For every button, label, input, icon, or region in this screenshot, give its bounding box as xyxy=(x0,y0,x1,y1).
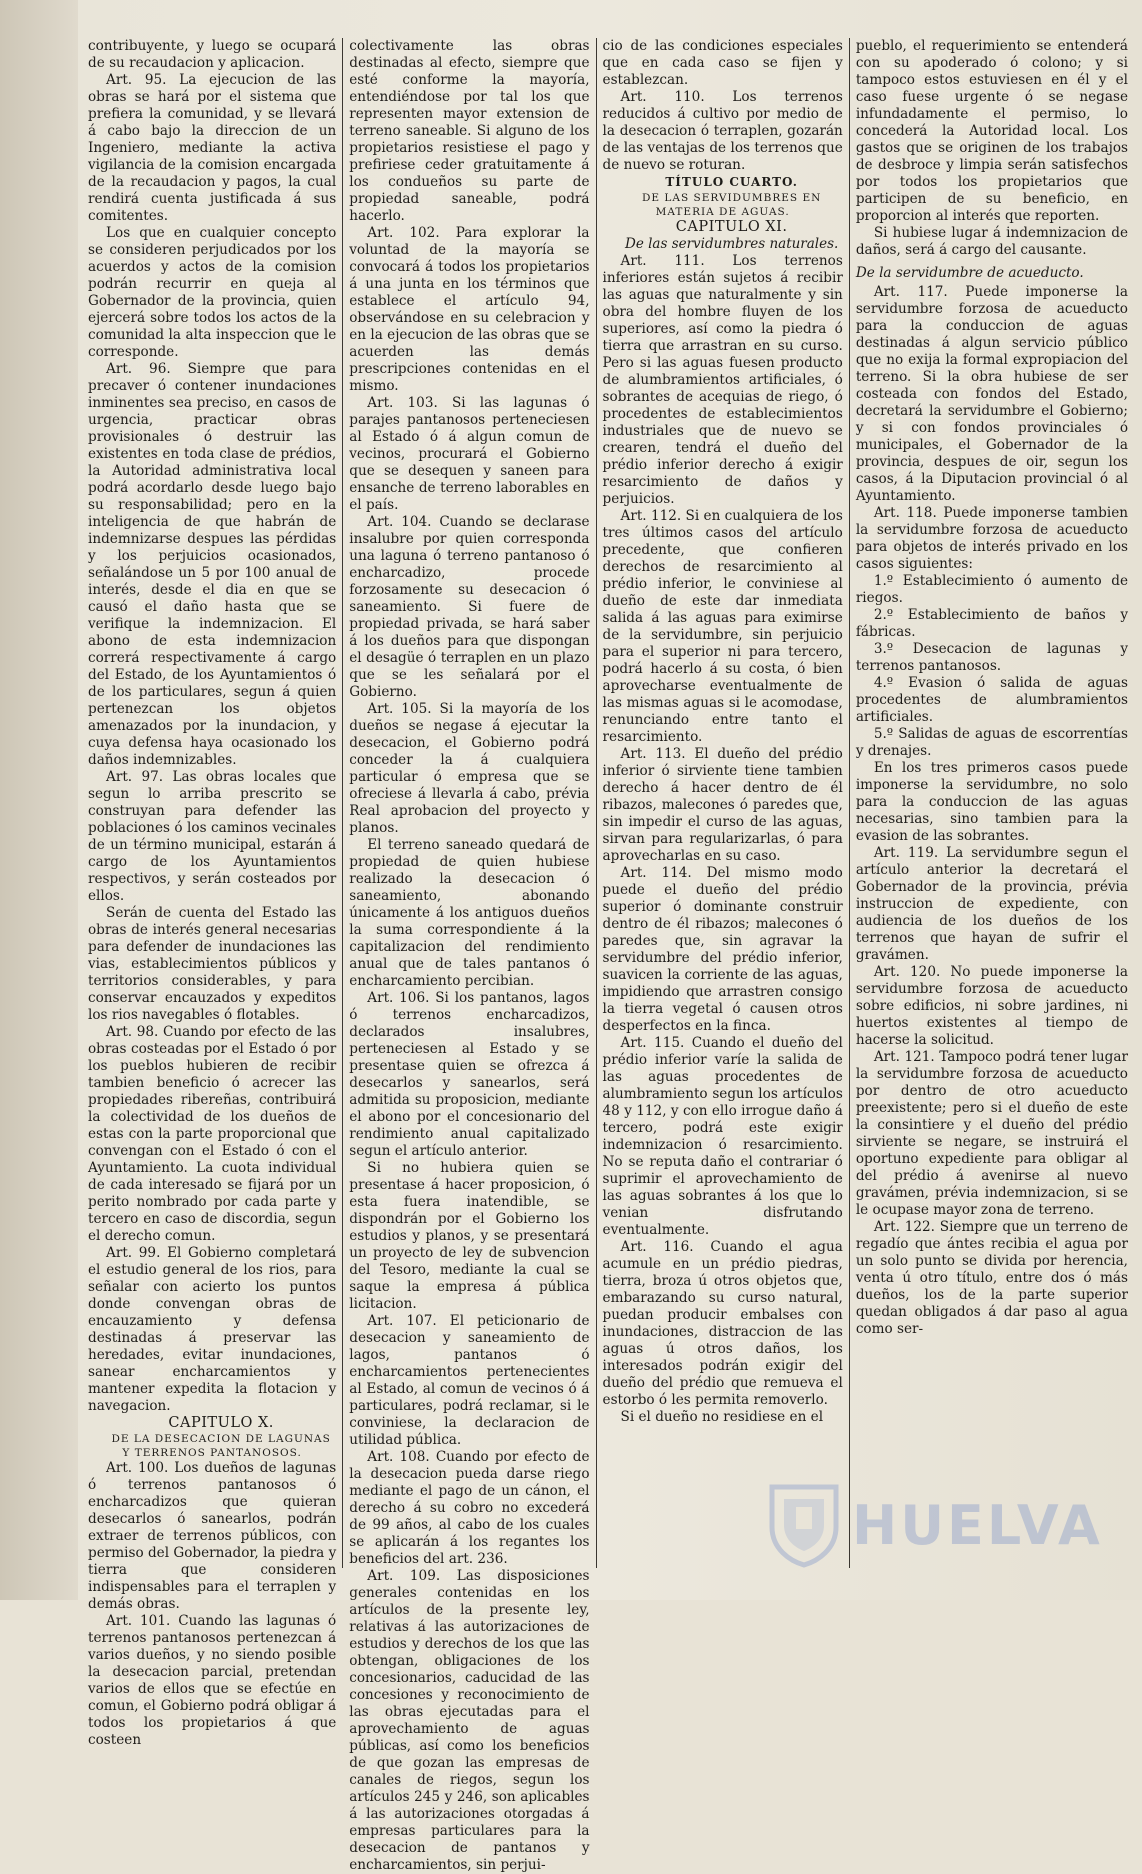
article-paragraph: 2.º Establecimiento de baños y fábricas. xyxy=(855,607,1128,640)
column-4 xyxy=(850,38,1134,1598)
text-columns xyxy=(82,38,1134,1873)
article-paragraph: Art. 97. Las obras locales que segun lo arriba prescrito se construyan para defender las poblaciones ó los caminos vecinales de un término municipal, estarán á cargo de los Ayuntamientos respectivos, y serán costeados por ellos. xyxy=(88,769,337,904)
article-paragraph: 3.º Desecacion de lagunas y terrenos pantanosos. xyxy=(855,641,1128,674)
page-margin xyxy=(0,0,78,1600)
column-3 xyxy=(597,38,849,1598)
article-paragraph: 4.º Evasion ó salida de aguas procedentes de alumbramientos artificiales. xyxy=(855,675,1128,725)
section-heading: CAPITULO X. xyxy=(168,1415,274,1431)
section-heading: DE LA DESECACION DE LAGUNAS Y TERRENOS PANTANOSOS. xyxy=(111,1433,331,1459)
article-paragraph: Art. 122. Siempre que un terreno de regadío que ántes recibia el agua por un solo punto se divida por herencia, venta ú otro título, entre dos ó más dueños, los de la parte superior quedan obligados á dar paso al agua como ser- xyxy=(855,1219,1128,1337)
article-paragraph: En los tres primeros casos puede imponerse la servidumbre, no solo para la conduccion de las aguas necesarias, sino tambien para la evasion de las sobrantes. xyxy=(855,760,1128,844)
article-paragraph: Art. 113. El dueño del prédio inferior ó sirviente tiene tambien derecho á hacer dentro de él ribazos, malecones ó paredes que, sin impedir el curso de las aguas, sirvan para regularizarlas, ó para aprovecharlas en su caso. xyxy=(602,746,843,864)
coat-of-arms-icon xyxy=(766,1483,842,1567)
article-paragraph: Si no hubiera quien se presentase á hacer proposicion, ó esta fuera inatendible, se dispondrán por el Gobierno los estudios y planos, y se presentará un proyecto de ley de subvencion del Tesoro, mediante la cual se saque la empresa á pública licitacion. xyxy=(349,1160,590,1312)
article-paragraph: pueblo, el requerimiento se entenderá con su apoderado ó colono; y si tampoco estos estuviesen en él y el caso fuese urgente ó se negase infundadamente el permiso, lo concederá la Autoridad local. Los gastos que se originen de los trabajos de desbroce y limpia serán satisfechos por todos los propietarios que participen de su beneficio, en proporcion al interés que reporten. xyxy=(855,38,1128,224)
article-paragraph: Art. 109. Las disposiciones generales contenidas en los artículos de la presente ley, relativas á las autorizaciones de estudios y derechos de los que las obtengan, obligaciones de los concesionarios, caducidad de las concesiones y reconocimiento de las obras ejecutadas para el aprovechamiento de aguas públicas, así como los beneficios de que gozan las empresas de canales de riegos, segun los artículos 245 y 246, son aplicables á las autorizaciones otorgadas á empresas particulares para la desecacion de pantanos y encharcamientos, sin perjui- xyxy=(349,1568,590,1873)
column-2 xyxy=(343,38,595,1873)
article-paragraph: contribuyente, y luego se ocupará de su recaudacion y aplicacion. xyxy=(88,38,337,71)
article-paragraph: Art. 95. La ejecucion de las obras se hará por el sistema que prefiera la comunidad, y se llevará á cabo bajo la direccion de un Ingeniero, mediante la activa vigilancia de la comision encargada de la recaudacion y pagos, la cual rendirá cuenta justificada á sus comitentes. xyxy=(88,72,337,224)
section-heading: DE LAS SERVIDUMBRES EN MATERIA DE AGUAS. xyxy=(642,192,822,218)
section-heading: CAPITULO XI. xyxy=(675,219,788,235)
article-paragraph: Art. 112. Si en cualquiera de los tres últimos casos del artículo precedente, que confieren derechos de resarcimiento al prédio inferior, le conviniese al dueño de este dar inmediata salida á las aguas para eximirse de la servidumbre, sin perjuicio para el superior ni para tercero, podrá hacerlo á su costa, ó bien aprovecharse eventualmente de las mismas aguas si le acomodase, renunciando entre tanto el resarcimiento. xyxy=(602,508,843,745)
article-paragraph: Art. 96. Siempre que para precaver ó contener inundaciones inminentes sea preciso, en casos de urgencia, practicar obras provisionales ó destruir las existentes en toda clase de prédios, la Autoridad administrativa local podrá acordarlo desde luego bajo su responsabilidad; pero en la inteligencia de que habrán de indemnizarse despues las pérdidas y los perjuicios ocasionados, señalándose un 5 por 100 anual de interés, desde el dia en que se causó el daño hasta que se verifique la indemnizacion. El abono de esta indemnizacion correrá respectivamente á cargo del Estado, de los Ayuntamientos ó de los particulares, segun á quien pertenezcan los objetos amenazados por la inundacion, y cuya defensa haya ocasionado los daños indemnizables. xyxy=(88,361,337,768)
article-paragraph: Art. 102. Para explorar la voluntad de la mayoría se convocará á todos los propietarios á una junta en los términos que establece el artículo 94, observándose en su celebracion y en la ejecucion de las obras que se acuerden las demás prescripciones contenidas en el mismo. xyxy=(349,225,590,394)
subsection-heading: De la servidumbre de acueducto. xyxy=(855,265,1084,281)
article-paragraph: Si el dueño no residiese en el xyxy=(620,1409,824,1425)
archive-watermark xyxy=(766,1480,1103,1570)
article-paragraph: Serán de cuenta del Estado las obras de interés general necesarias para defender de inundaciones las vias, establecimientos públicos y territorios considerables, y para conservar encauzados y expeditos los rios navegables ó flotables. xyxy=(88,905,337,1023)
article-paragraph: El terreno saneado quedará de propiedad de quien hubiese realizado la desecacion ó saneamiento, abonando únicamente á los antiguos dueños la suma correspondiente á la capitalizacion del rendimiento anual que de tales pantanos ó encharcamiento percibian. xyxy=(349,837,590,989)
article-paragraph: 5.º Salidas de aguas de escorrentías y drenajes. xyxy=(855,726,1128,759)
article-paragraph: Art. 99. El Gobierno completará el estudio general de los rios, para señalar con acierto los puntos donde convengan obras de encauzamiento y defensa destinadas á preservar las heredades, evitar inundaciones, sanear encharcamientos y mantener expedita la flotacion y navegacion. xyxy=(88,1245,337,1414)
article-paragraph: Art. 103. Si las lagunas ó parajes pantanosos perteneciesen al Estado ó á algun comun de vecinos, procurará el Gobierno que se desequen y saneen para ensanche de terreno laborables en el país. xyxy=(349,395,590,513)
article-paragraph: Art. 104. Cuando se declarase insalubre por quien corresponda una laguna ó terreno pantanoso ó encharcadizo, procede forzosamente su desecacion ó saneamiento. Si fuere de propiedad privada, se hará saber á los dueños para que dispongan el desagüe ó terraplen en un plazo que se les señalará por el Gobierno. xyxy=(349,514,590,700)
article-paragraph: Art. 106. Si los pantanos, lagos ó terrenos encharcadizos, declarados insalubres, perteneciesen al Estado y se presentase quien se ofrezca á desecarlos y sanearlos, será admitida su proposicion, mediante el abono por el concesionario del rendimiento anual capitalizado segun el artículo anterior. xyxy=(349,990,590,1159)
article-paragraph: Art. 118. Puede imponerse tambien la servidumbre forzosa de acueducto para objetos de interés privado en los casos siguientes: xyxy=(855,505,1128,572)
article-paragraph: Si hubiese lugar á indemnizacion de daños, será á cargo del causante. xyxy=(855,225,1128,258)
article-paragraph: Art. 111. Los terrenos inferiores están sujetos á recibir las aguas que naturalmente y sin obra del hombre fluyen de los superiores, así como la piedra ó tierra que arrastran en su curso. Pero si las aguas fuesen producto de alumbramientos artificiales, ó sobrantes de acequias de riego, ó procedentes de establecimientos industriales que de nuevo se crearen, tendrá el dueño del prédio inferior derecho á exigir resarcimiento de daños y perjuicios. xyxy=(602,253,843,507)
article-paragraph: Art. 117. Puede imponerse la servidumbre forzosa de acueducto para la conduccion de aguas destinadas á algun servicio público que no exija la formal expropiacion del terreno. Si la obra hubiese de ser costeada con fondos del Estado, decretará la servidumbre el Gobierno; y si con fondos provinciales ó municipales, el Gobernador de la provincia, despues de oir, segun los casos, á la Diputacion provincial ó al Ayuntamiento. xyxy=(855,284,1128,504)
article-paragraph: cio de las condiciones especiales que en cada caso se fijen y establezcan. xyxy=(602,38,843,88)
article-paragraph: Los que en cualquier concepto se consideren perjudicados por los acuerdos y actos de la comision podrán recurrir en queja al Gobernador de la provincia, quien ejercerá sobre todos los actos de la comunidad la alta inspeccion que le corresponde. xyxy=(88,225,337,360)
article-paragraph: Art. 121. Tampoco podrá tener lugar la servidumbre forzosa de acueducto por dentro de otro acueducto preexistente; pero si el dueño de este la consintiere y el dueño del prédio sirviente se negare, se instruirá el oportuno expediente para obligar al del prédio á avenirse al nuevo gravámen, prévia indemnizacion, si se le ocupase mayor zona de terreno. xyxy=(855,1049,1128,1218)
section-heading: De las servidumbres naturales. xyxy=(625,236,839,252)
article-paragraph: Art. 98. Cuando por efecto de las obras costeadas por el Estado ó por los pueblos hubieren de recibir tambien beneficio ó acrecer las propiedades ribereñas, contribuirá la colectividad de los dueños de estas con la parte proporcional que convengan con el Estado ó con el Ayuntamiento. La cuota individual de cada interesado se fijará por un perito nombrado por cada parte y tercero en caso de discordia, segun el derecho comun. xyxy=(88,1024,337,1244)
watermark-label: HUELVA xyxy=(852,1493,1103,1557)
section-heading: TÍTULO CUARTO. xyxy=(665,175,798,189)
column-1 xyxy=(82,38,342,1748)
article-paragraph: Art. 116. Cuando el agua acumule en un prédio piedras, tierra, broza ú otros objetos que, embarazando su curso natural, puedan producir embalses con inundaciones, distraccion de las aguas ú otros daños, los interesados podrán exigir del dueño del prédio que remueva el estorbo ó les permita removerlo. xyxy=(602,1239,843,1408)
article-paragraph: Art. 100. Los dueños de lagunas ó terrenos pantanosos ó encharcadizos que quieran desecarlos ó sanearlos, podrán extraer de terrenos públicos, con permiso del Gobernador, la piedra y tierra que consideren indispensables para el terraplen y demás obras. xyxy=(88,1460,337,1612)
article-paragraph: Art. 107. El peticionario de desecacion y saneamiento de lagos, pantanos ó encharcamientos pertenecientes al Estado, al comun de vecinos ó á particulares, podrá reclamar, si le conviniese, la declaracion de utilidad pública. xyxy=(349,1313,590,1448)
article-paragraph: Art. 114. Del mismo modo puede el dueño del prédio superior ó dominante construir dentro de él ribazos; malecones ó paredes que, sin agravar la servidumbre del prédio inferior, suavicen la corriente de las aguas, impidiendo que arrastren consigo la tierra vegetal ó causen otros desperfectos en la finca. xyxy=(602,865,843,1034)
article-paragraph: Art. 108. Cuando por efecto de la desecacion pueda darse riego mediante el pago de un cánon, el derecho á su cobro no excederá de 99 años, al cabo de los cuales se aplicarán á los regantes los beneficios del art. 236. xyxy=(349,1449,590,1567)
article-paragraph: colectivamente las obras destinadas al efecto, siempre que esté conforme la mayoría, entendiéndose por tal los que representen mayor extension de terreno saneable. Si alguno de los propietarios resistiese el pago y prefiriese ceder gratuitamente á los condueños su parte de propiedad saneable, podrá hacerlo. xyxy=(349,38,590,224)
article-paragraph: Art. 101. Cuando las lagunas ó terrenos pantanosos pertenezcan á varios dueños, y no siendo posible la desecacion parcial, pretendan varios de ellos que se efectúe en comun, el Gobierno podrá obligar á todos los propietarios á que costeen xyxy=(88,1613,337,1748)
article-paragraph: Art. 105. Si la mayoría de los dueños se negase á ejecutar la desecacion, el Gobierno podrá conceder la á cualquiera particular ó empresa que se ofreciese á llevarla á cabo, prévia Real aprobacion del proyecto y planos. xyxy=(349,701,590,836)
article-paragraph: Art. 115. Cuando el dueño del prédio inferior varíe la salida de las aguas procedentes de alumbramiento segun los artículos 48 y 112, y con ello irrogue daño á tercero, podrá este exigir indemnizacion ó resarcimiento. No se reputa daño el contrariar ó suprimir el aprovechamiento de las aguas sobrantes á los que lo venian disfrutando eventualmente. xyxy=(602,1035,843,1238)
article-paragraph: 1.º Establecimiento ó aumento de riegos. xyxy=(855,573,1128,606)
article-paragraph: Art. 120. No puede imponerse la servidumbre forzosa de acueducto sobre edificios, ni sobre jardines, ni huertos existentes al tiempo de hacerse la solicitud. xyxy=(855,964,1128,1048)
article-paragraph: Art. 110. Los terrenos reducidos á cultivo por medio de la desecacion ó terraplen, gozarán de las ventajas de los terrenos que de nuevo se roturan. xyxy=(602,89,843,173)
article-paragraph: Art. 119. La servidumbre segun el artículo anterior la decretará el Gobernador de la provincia, prévia instruccion de expediente, con audiencia de los dueños de los terrenos que hayan de sufrir el gravámen. xyxy=(855,845,1128,963)
